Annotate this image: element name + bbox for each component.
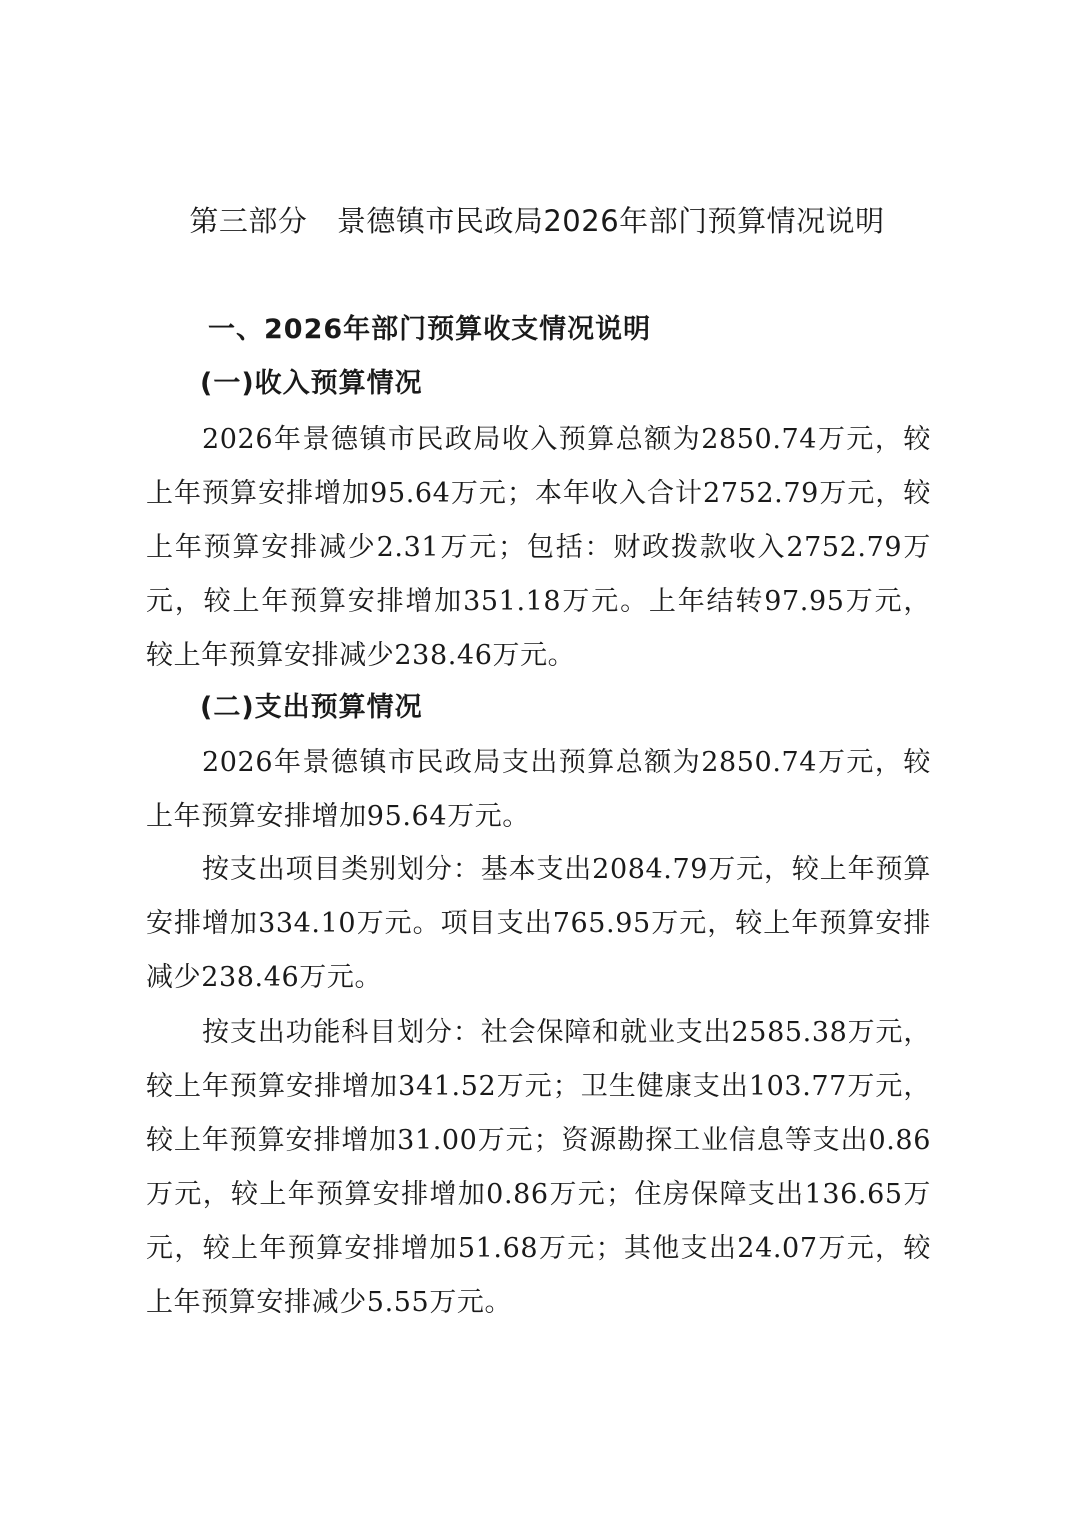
paragraph-income-budget: 2026年景德镇市民政局收入预算总额为2850.74万元，较上年预算安排增加95.64万元；本年收入合计2752.79万元，较上年预算安排减少2.31万元；包括：财政拨款收入2752.79万元，较上年预算安排增加351.18万元。上年结转97.95万元，较上年预算安排减少238.46万元。 [146,424,931,671]
paragraph-expenditure-by-category: 按支出项目类别划分：基本支出2084.79万元，较上年预算安排增加334.10万元。项目支出765.95万元，较上年预算安排减少238.46万元。 [146,854,931,993]
subsection-heading-income: (一)收入预算情况 [200,368,423,399]
paragraph-expenditure-by-function: 按支出功能科目划分：社会保障和就业支出2585.38万元，较上年预算安排增加341.52万元；卫生健康支出103.77万元，较上年预算安排增加31.00万元；资源勘探工业信息等支出0.86万元，较上年预算安排增加0.86万元；住房保障支出136.65万元，较上年预算安排增加51.68万元；其他支出24.07万元，较上年预算安排减少5.55万元。 [146,1017,931,1318]
subsection-heading-expenditure: (二)支出预算情况 [200,692,423,723]
document-title: 第三部分 景德镇市民政局2026年部门预算情况说明 [189,204,885,238]
section-heading-budget-overview: 一、2026年部门预算收支情况说明 [208,314,652,345]
paragraph-expenditure-total: 2026年景德镇市民政局支出预算总额为2850.74万元，较上年预算安排增加95.64万元。 [146,747,931,832]
